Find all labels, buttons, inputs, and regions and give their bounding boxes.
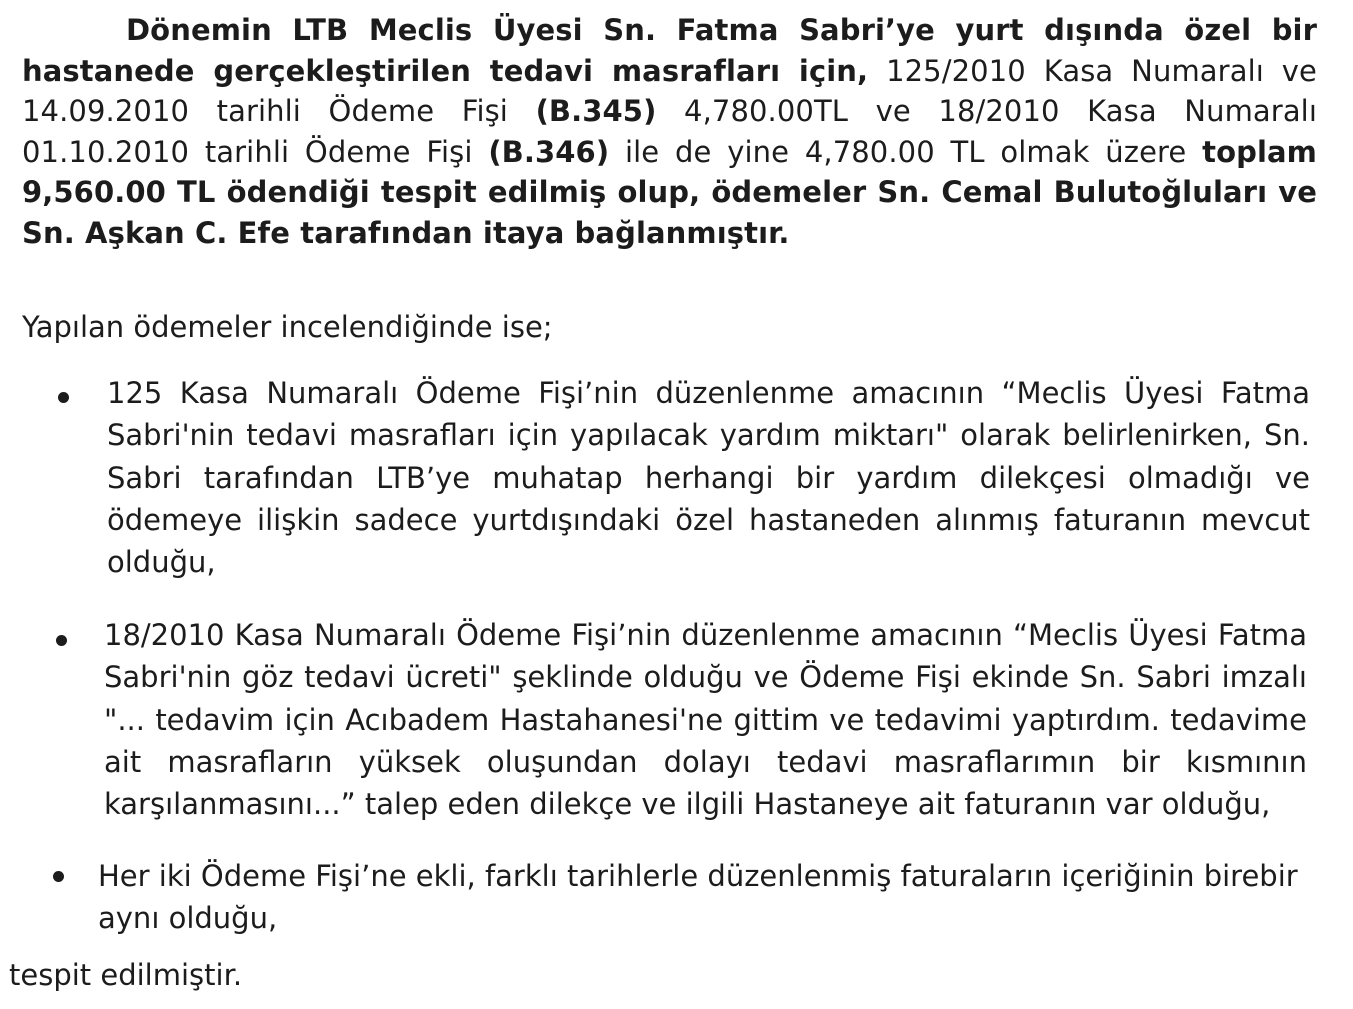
bullet-dot-icon [56, 635, 67, 646]
intro-bold-total: toplam 9,560.00 TL ödendiği tespit edilmiş olup, ödemeler Sn. Cemal Bulutoğluları ve Sn. Aşkan C. Efe tarafından itaya bağlanmıştır. [22, 134, 1317, 250]
intro-ref-b345: (B.345) [535, 94, 657, 128]
list-item-text: 18/2010 Kasa Numaralı Ödeme Fişi’nin düzenlenme amacının “Meclis Üyesi Fatma Sabri'nin göz tedavi ücreti" şeklinde olduğu ve Ödeme Fişi ekinde Sn. Sabri imzalı "... tedavim için Acıbadem Hastahanesi'ne gittim ve tedavimi yaptırdım. tedavime ait masrafların yüksek oluşundan dolayı tedavi masraflarımın bir kısmının karşılanmasını...” talep eden dilekçe ve ilgili Hastaneye ait faturanın var olduğu, [104, 618, 1307, 822]
intro-text-3: ile de yine 4,780.00 TL olmak üzere [609, 134, 1203, 169]
intro-bold-lead: Dönemin LTB Meclis Üyesi Sn. Fatma Sabri’ye yurt dışında özel bir hastanede gerçekleştirilen tedavi masrafları için, [22, 13, 1317, 88]
intro-ref-b346: (B.346) [488, 134, 610, 169]
intro-text-1: 125/2010 Kasa Numaralı ve 14.09.2010 tarihli Ödeme Fişi [22, 53, 1317, 128]
list-item-text: 125 Kasa Numaralı Ödeme Fişi’nin düzenlenme amacının “Meclis Üyesi Fatma Sabri'nin tedavi masrafları için yapılacak yardım miktarı" olarak belirlenirken, Sn. Sabri tarafından LTB’ye muhatap herhangi bir yardım dilekçesi olmadığı ve ödemeye ilişkin sadece yurtdışındaki özel hastaneden alınmış faturanın mevcut olduğu, [107, 376, 1310, 580]
closing-text: tespit edilmiştir. [9, 958, 243, 992]
intro-text-2: 4,780.00TL ve 18/2010 Kasa Numaralı 01.10.2010 tarihli Ödeme Fişi [22, 94, 1317, 169]
bullet-dot-icon [53, 871, 64, 882]
bullet-dot-icon [58, 392, 69, 403]
findings-lead: Yapılan ödemeler incelendiğinde ise; [22, 310, 553, 344]
intro-paragraph [22, 10, 1317, 253]
list-item-text: Her iki Ödeme Fişi’ne ekli, farklı tarihlerle düzenlenmiş faturaların içeriğinin birebir aynı olduğu, [98, 859, 1298, 936]
